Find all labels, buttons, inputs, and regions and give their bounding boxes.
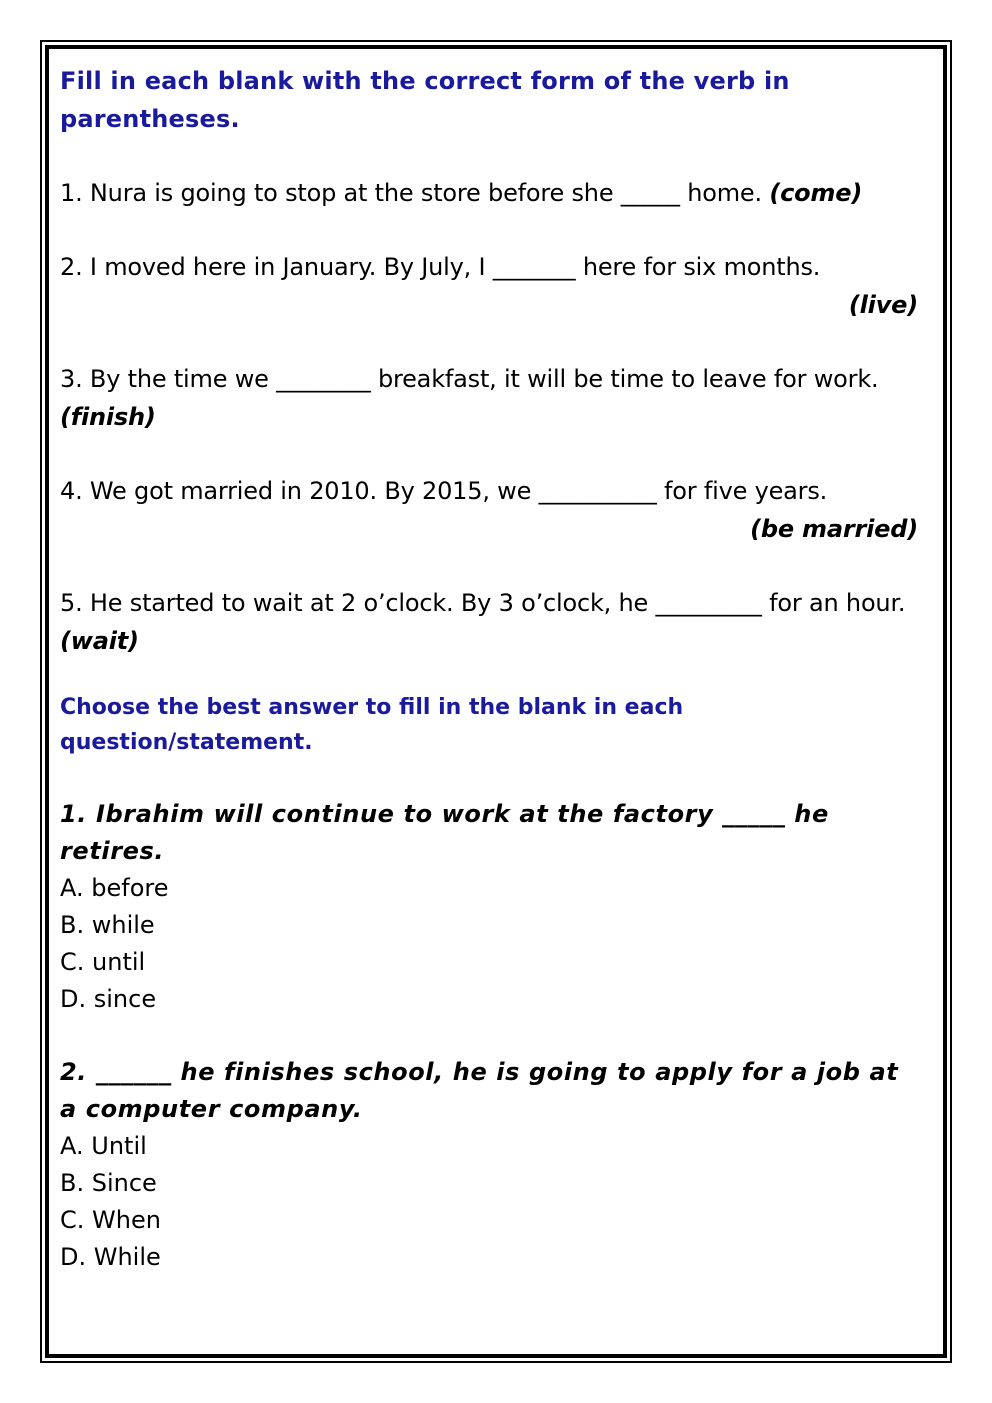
- exercise-item-3: [60, 360, 922, 436]
- exercise-item-1: [60, 174, 922, 212]
- mcq-question-1: [60, 796, 922, 1018]
- exercise-item-2: [60, 248, 922, 324]
- section1-heading: Fill in each blank with the correct form of the verb in parentheses.: [60, 67, 790, 133]
- mcq-question-2: [60, 1054, 922, 1276]
- option-d: D. since: [60, 985, 157, 1013]
- question-text: 2. ______ he finishes school, he is going to apply for a job at a computer company.: [60, 1058, 899, 1123]
- option-b: B. Since: [60, 1169, 157, 1197]
- exercise-text: 2. I moved here in January. By July, I _______ here for six months.: [60, 253, 821, 281]
- exercise-item-4: [60, 472, 922, 548]
- verb-hint: (come): [769, 179, 863, 207]
- exercise-text: 3. By the time we ________ breakfast, it will be time to leave for work.: [60, 365, 879, 393]
- exercise-item-5: [60, 584, 922, 660]
- verb-hint: (live): [848, 291, 918, 319]
- option-d: D. While: [60, 1243, 161, 1271]
- exercise-text: 5. He started to wait at 2 o’clock. By 3 o’clock, he _________ for an hour.: [60, 589, 906, 617]
- question-text: 1. Ibrahim will continue to work at the factory _____ he retires.: [60, 800, 829, 865]
- worksheet-content: [60, 62, 922, 1276]
- verb-hint: (be married): [750, 515, 918, 543]
- option-c: C. until: [60, 948, 146, 976]
- option-c: C. When: [60, 1206, 161, 1234]
- option-a: A. before: [60, 874, 169, 902]
- exercise-text: 4. We got married in 2010. By 2015, we __________ for five years.: [60, 477, 828, 505]
- option-a: A. Until: [60, 1132, 147, 1160]
- option-b: B. while: [60, 911, 155, 939]
- exercise-text: 1. Nura is going to stop at the store before she _____ home.: [60, 179, 770, 207]
- section2-heading: Choose the best answer to fill in the blank in each question/statement.: [60, 695, 684, 755]
- verb-hint: (wait): [60, 627, 139, 655]
- verb-hint: (finish): [60, 403, 156, 431]
